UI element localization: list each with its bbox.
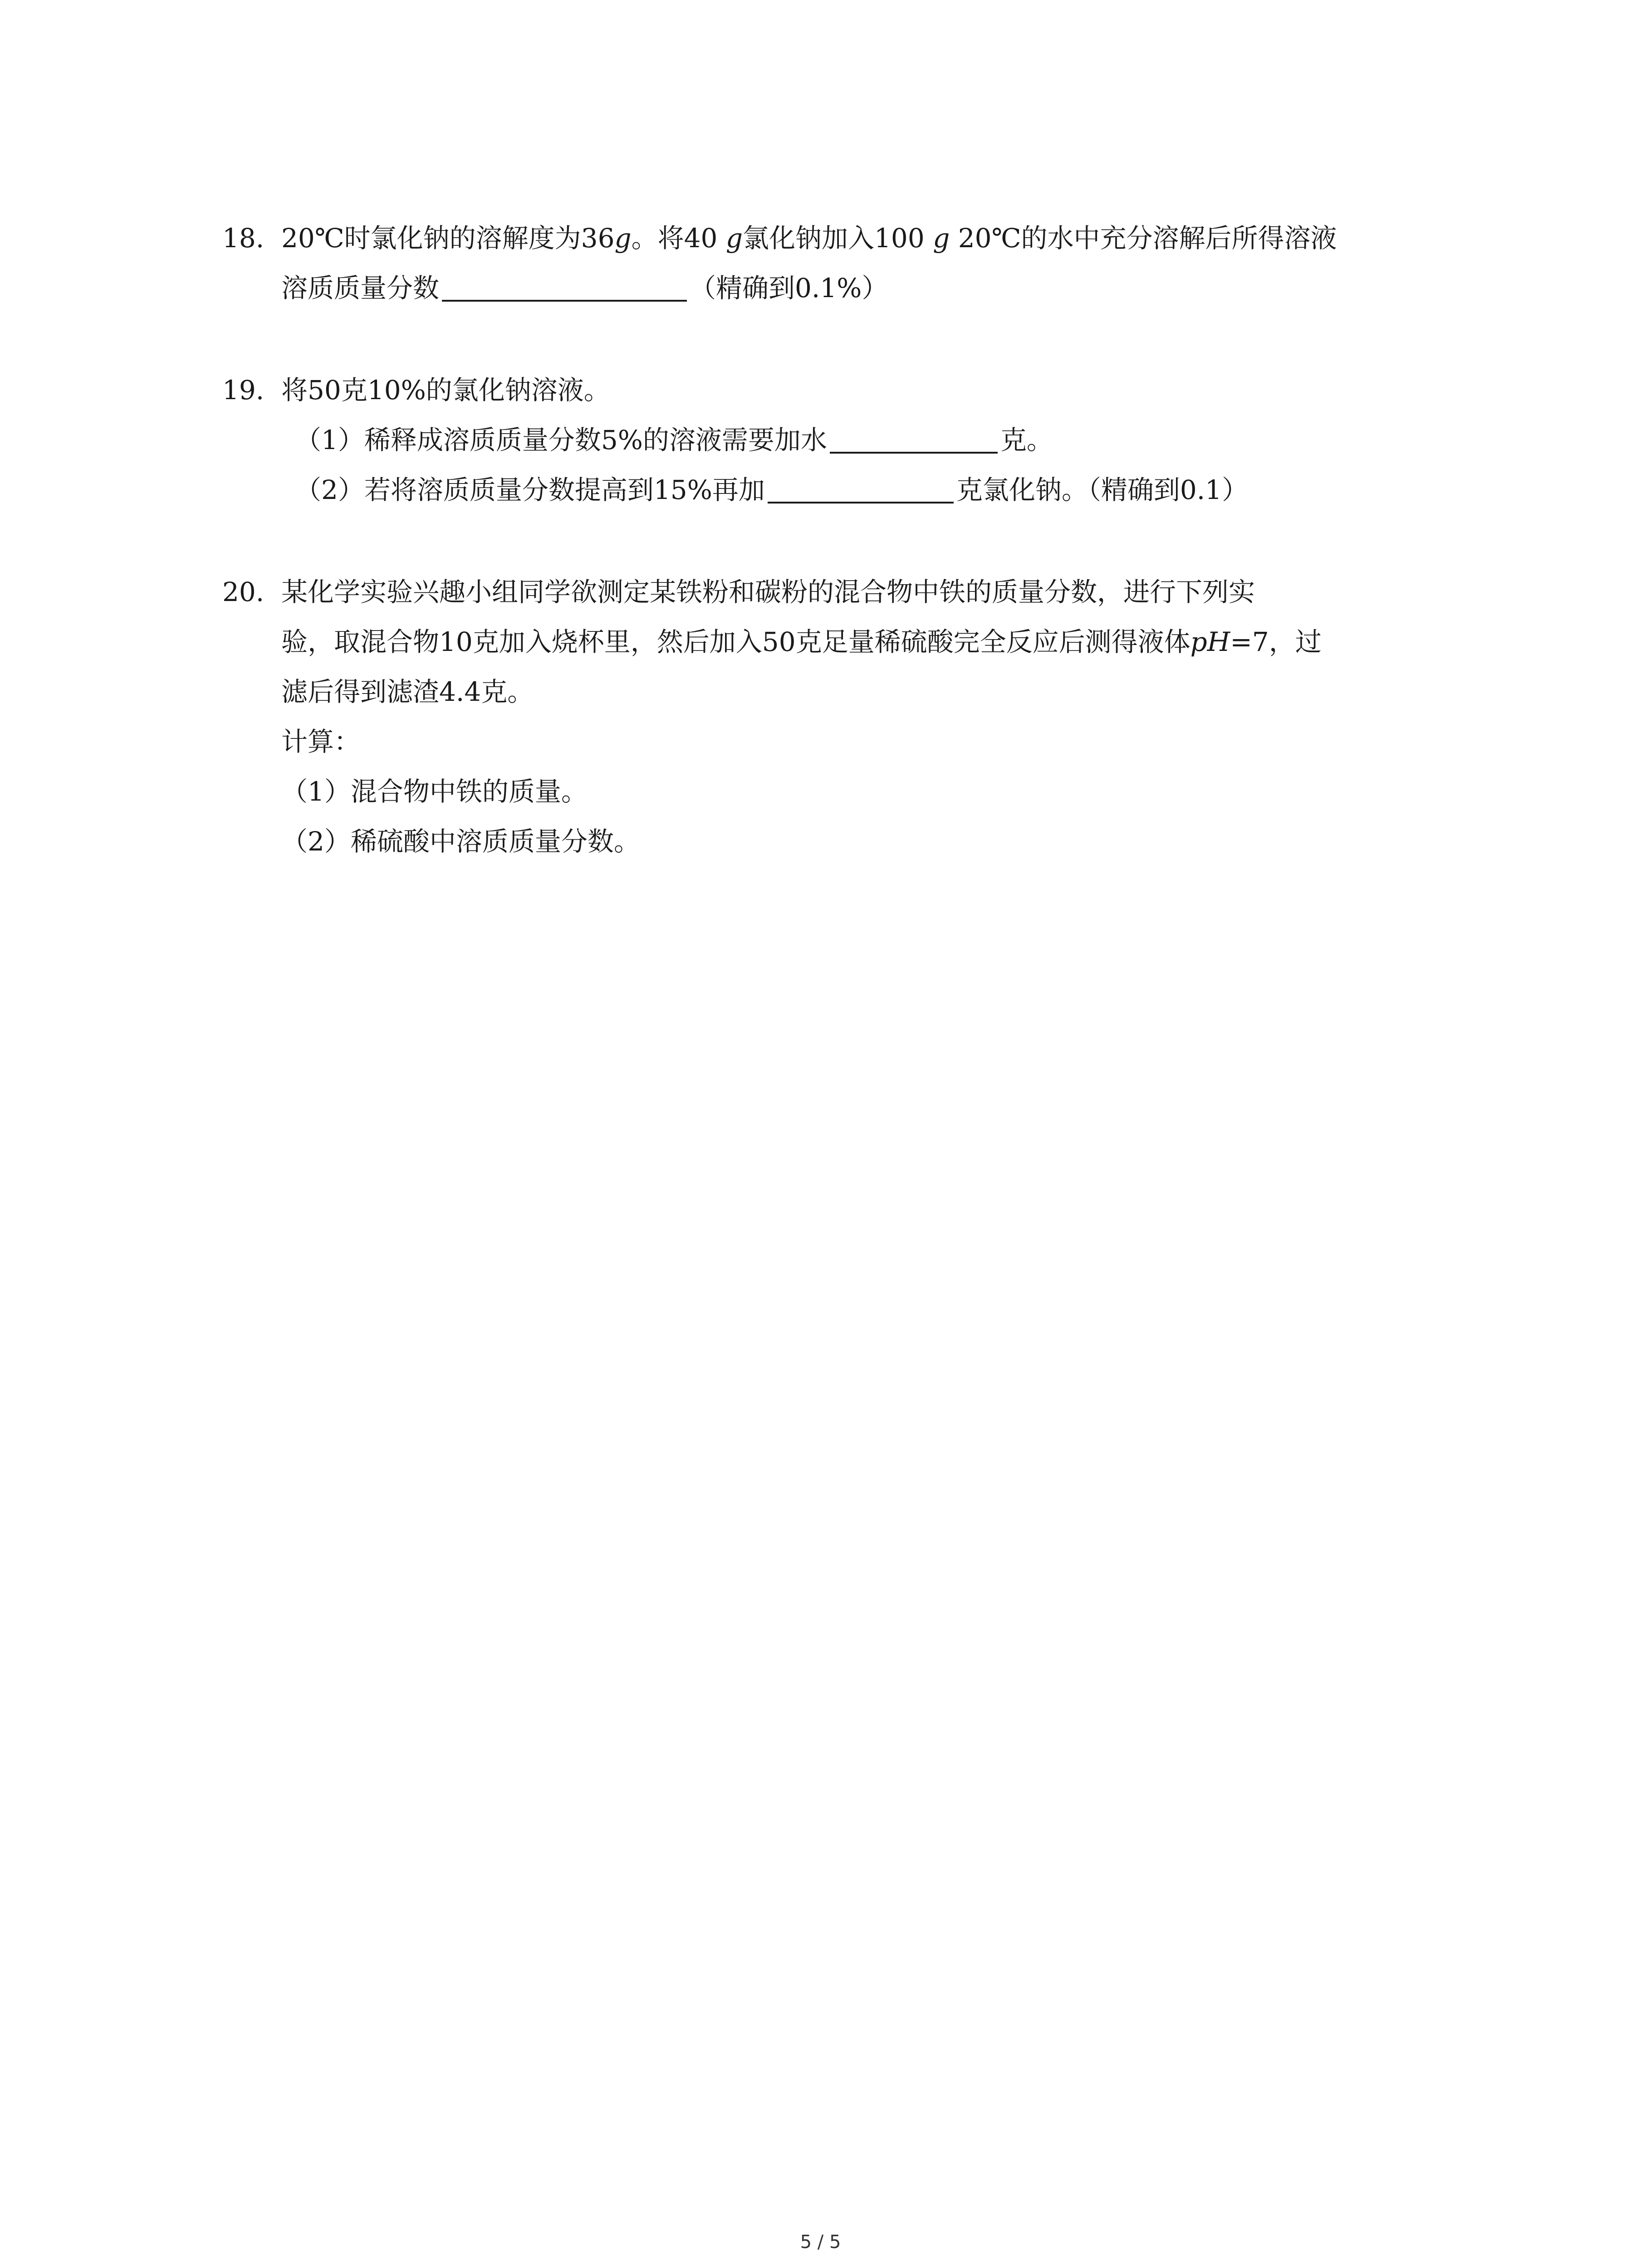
question-intro: 将50克10%的氯化钠溶液。 — [281, 375, 610, 406]
text-segment: （精确到0.1%） — [690, 273, 888, 303]
question-number: 18. — [222, 223, 265, 254]
page-number: 5 / 5 — [800, 2232, 841, 2253]
question-number: 20. — [222, 577, 265, 607]
text-segment: 氯化钠加入100 — [743, 223, 933, 254]
text-segment: （2）若将溶质质量分数提高到15%再加 — [295, 474, 765, 505]
sub-question-1 — [222, 415, 1456, 465]
unit-symbol: g — [614, 223, 632, 254]
text-segment: 20℃的水中充分溶解后所得溶液 — [950, 223, 1337, 254]
sub-question-1: （1）混合物中铁的质量。 — [281, 776, 588, 807]
sub-question-2: （2）稀硫酸中溶质质量分数。 — [281, 826, 640, 857]
unit-symbol: g — [933, 223, 950, 254]
answer-blank[interactable] — [830, 425, 998, 454]
ph-symbol: pH — [1190, 626, 1230, 657]
text-segment: 验，取混合物10克加入烧杯里，然后加入50克足量稀硫酸完全反应后测得液体 — [281, 626, 1190, 657]
question-19 — [222, 365, 1456, 515]
unit-symbol: g — [725, 223, 743, 254]
answer-blank[interactable] — [768, 474, 954, 503]
question-number: 19. — [222, 375, 265, 406]
question-text-line: 某化学实验兴趣小组同学欲测定某铁粉和碳粉的混合物中铁的质量分数，进行下列实 — [281, 577, 1255, 607]
sub-question-2 — [222, 465, 1456, 515]
question-text-line — [222, 617, 1456, 667]
text-segment: （1）稀释成溶质质量分数5%的溶液需要加水 — [295, 425, 827, 455]
question-text-line: 滤后得到滤渣4.4克。 — [281, 676, 534, 707]
text-segment: 。将40 — [631, 223, 726, 254]
calc-label: 计算： — [281, 726, 361, 757]
question-text-line — [222, 213, 1456, 263]
question-text-line — [222, 263, 1456, 313]
answer-blank[interactable] — [442, 273, 687, 302]
text-segment: 克氯化钠。（精确到0.1） — [956, 474, 1249, 505]
text-segment: 克。 — [1000, 425, 1053, 455]
text-segment: =7，过 — [1230, 626, 1322, 657]
question-20 — [222, 567, 1456, 866]
text-segment: 溶质质量分数 — [281, 273, 440, 303]
question-18 — [222, 213, 1456, 313]
text-segment: 20℃时氯化钠的溶解度为36 — [281, 223, 615, 254]
